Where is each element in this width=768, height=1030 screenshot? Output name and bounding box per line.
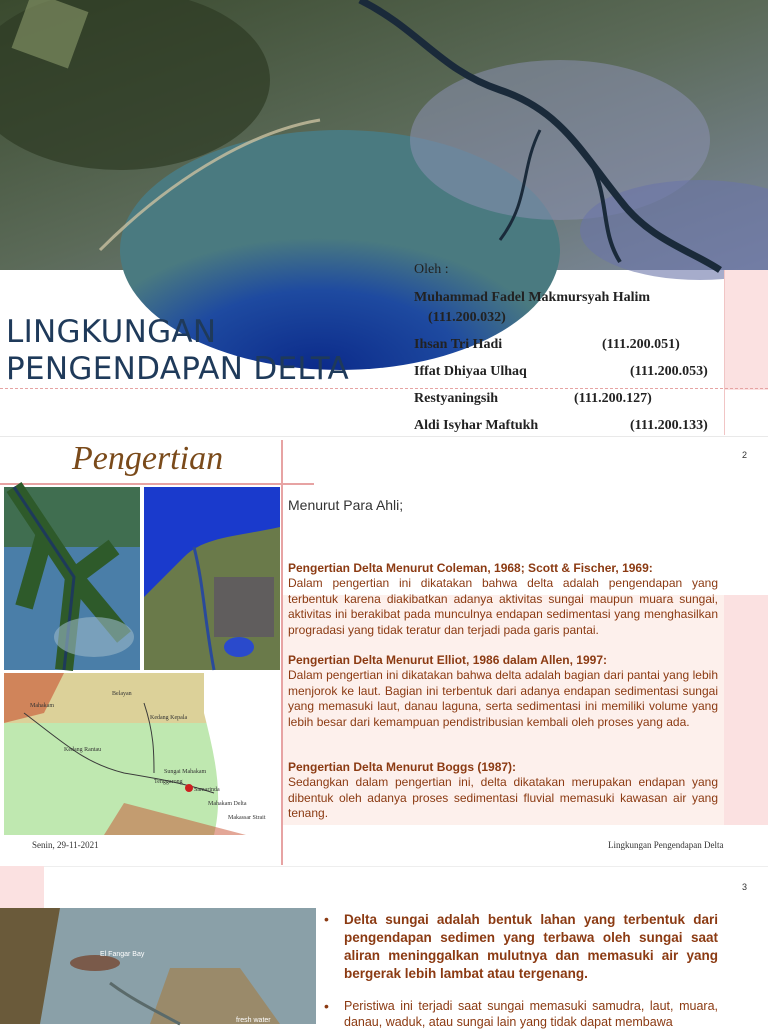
delta-image-nile [144, 487, 280, 670]
divider [0, 483, 314, 485]
definition-heading: Pengertian Delta Menurut Coleman, 1968; Scott & Fischer, 1969: [288, 561, 653, 575]
divider [724, 270, 725, 435]
map-label: Tenggarong [154, 779, 183, 785]
slide-footer: Lingkungan Pengendapan Delta [608, 840, 724, 850]
bullet-icon: • [324, 998, 329, 1014]
accent-block [724, 270, 768, 390]
by-label: Oleh : [414, 262, 449, 277]
definition-heading: Pengertian Delta Menurut Boggs (1987): [288, 760, 517, 774]
definition-heading: Pengertian Delta Menurut Elliot, 1986 dalam Allen, 1997: [288, 653, 607, 667]
slide-separator [0, 436, 768, 437]
definition-body: Dalam pengertian ini dikatakan bahwa delta adalah pengendapan yang terbentuk karena diakibatkan adanya aktivitas sungai maupun muara sungai, aktivitas ini berakibat pada munculnya endapan sedimentasi yang menghasilkan progradasi yang tidak teratur dan terjadi pada garis pantai. [288, 576, 718, 637]
author-name: Restyaningsih [414, 391, 499, 406]
map-label: Kedang Rantau [64, 747, 102, 753]
photo-label: fresh water [236, 1017, 271, 1024]
map-label: Samarinda [194, 787, 220, 793]
map-label: Sungai Mahakam [164, 769, 207, 775]
author-name: Aldi Isyhar Maftukh [414, 418, 539, 433]
slide-title: Pengertian [72, 440, 224, 477]
ebro-delta-photo [0, 908, 316, 1024]
accent-block [724, 595, 768, 825]
author-name: Iffat Dhiyaa Ulhaq [414, 364, 527, 379]
map-label: Mahakam [30, 703, 54, 709]
author-name: Muhammad Fadel Makmursyah Halim [414, 290, 651, 305]
map-label: Belayan [112, 691, 132, 697]
title-line-1: LINGKUNGAN [6, 314, 217, 350]
bullet-text: Peristiwa ini terjadi saat sungai memasuki samudra, laut, muara, danau, waduk, atau sungai lain yang tidak dapat membawa [344, 999, 718, 1029]
author-nim: (111.200.032) [428, 310, 506, 325]
author-nim: (111.200.133) [630, 418, 708, 433]
intro-text: Menurut Para Ahli; [288, 497, 404, 513]
bullet-icon: • [324, 911, 329, 927]
divider [0, 388, 768, 389]
slide-number: 3 [742, 882, 748, 892]
divider [281, 440, 283, 865]
bullet-text: Delta sungai adalah bentuk lahan yang terbentuk dari pengendapan sedimen yang terbawa oleh sungai saat aliran meninggalkan mulutnya dan memasuki air yang bergerak lebih lambat atau tergenang. [344, 912, 718, 981]
author-nim: (111.200.051) [602, 337, 680, 352]
accent-block [0, 866, 44, 908]
map-label: Mahakam Delta [208, 801, 247, 807]
slide-number: 2 [742, 450, 748, 460]
mahakam-delta-map [4, 673, 266, 835]
slide-separator [0, 866, 768, 867]
presentation-title [6, 314, 396, 388]
delta-satellite-photo [0, 0, 768, 270]
definition-body: Sedangkan dalam pengertian ini, delta dikatakan merupakan endapan yang dibentuk oleh adanya proses sedimentasi fluvial memasuki kawasan air yang tenang. [288, 775, 718, 820]
author-nim: (111.200.053) [630, 364, 708, 379]
map-label: Makassar Strait [228, 815, 266, 821]
author-nim: (111.200.127) [574, 391, 652, 406]
delta-image-birdfoot [4, 487, 140, 670]
map-label: Kedang Kepala [150, 715, 188, 721]
title-line-2: PENGENDAPAN DELTA [6, 351, 350, 387]
author-name: Ihsan Tri Hadi [414, 337, 503, 352]
photo-label: El Fangar Bay [100, 951, 145, 958]
slide-date: Senin, 29-11-2021 [32, 840, 99, 850]
definition-body: Dalam pengertian ini dikatakan bahwa delta adalah bagian dari pantai yang lebih menjorok ke laut. Bagian ini terbentuk dari adanya endapan sedimentasi sungai yang memasuki laut, danau laguna, serta sedimentasi ini memiliki volume yang lebih besar dari kemampuan pendistribusian kembali oleh proses yang ada. [288, 668, 718, 729]
